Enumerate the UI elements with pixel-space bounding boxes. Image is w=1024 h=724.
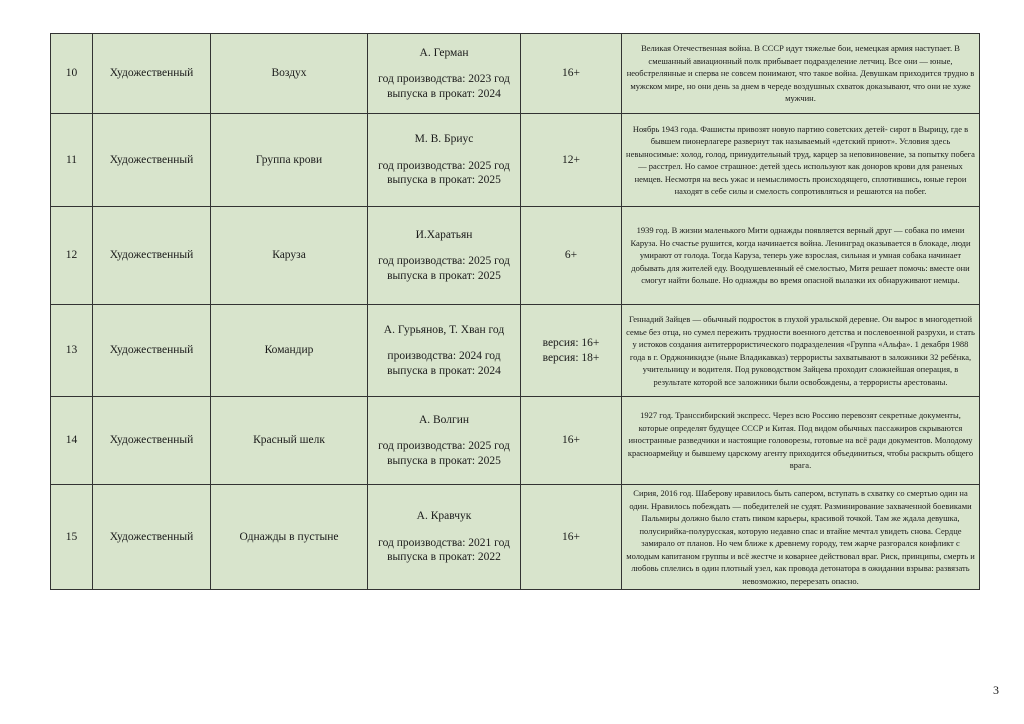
director-name: А. Волгин xyxy=(418,413,470,426)
age-rating-cell xyxy=(521,485,622,590)
director-cell xyxy=(368,114,521,207)
title-cell: Воздух xyxy=(211,34,368,114)
genre-cell: Художественный xyxy=(93,485,211,590)
description-cell: Геннадий Зайцев — обычный подросток в глухой уральской деревне. Он вырос в многодетной семье без отца, но сумел пережить трудности военного детства и послевоенной разрухи, и стать у истоков создания антитеррористического подразделения «Группа «Альфа». 1 декабря 1988 года в г. Орджоникидзе (ныне Владикавказ) террористы захватывают в заложники 32 ребёнка, учительницу и водителя. Под руководством Зайцева проходит сложнейшая операция, в результате которой все заложники были освобождены, а террористы арестованы. xyxy=(622,305,980,397)
director-cell xyxy=(368,485,521,590)
director-years: год производства: 2025 год выпуска в прокат: 2025 xyxy=(378,159,510,187)
director-years: год производства: 2023 год выпуска в прокат: 2024 xyxy=(378,73,510,100)
age-rating: 12+ xyxy=(562,153,580,166)
description-cell: Сирия, 2016 год. Шаберову нравилось быть сапером, вступать в схватку со смертью один на один. Нравилось побеждать — победителей не судят. Разминирование захваченной боевиками Пальмиры должно было стать пиком карьеры, красивой точкой. Там же ждала девушка, полусирийка-полурусская, которую недавно спас и втайне мечтал увидеть снова. Сердце замирало от планов. Но чем ближе к древнему городу, тем жарче разгорался конфликт с молодым капитаном группы и всё жестче и коварнее действовал враг. Риск, принципы, смерть и любовь сплелись в один плотный узел, как провода детонатора в ожидании взрыва: развязать невозможно, перерезать опасно. xyxy=(622,485,980,590)
age-rating: 6+ xyxy=(564,249,578,262)
age-rating-cell xyxy=(521,207,622,305)
title-cell: Красный шелк xyxy=(211,397,368,485)
age-rating-cell xyxy=(521,305,622,397)
director-name: М. В. Бриус xyxy=(414,133,474,146)
table-row xyxy=(51,114,980,207)
genre-cell: Художественный xyxy=(93,114,211,207)
title-cell: Группа крови xyxy=(211,114,368,207)
age-rating: версия: 18+ xyxy=(542,351,600,364)
description-cell: Великая Отечественная война. В СССР идут тяжелые бои, немецкая армия наступает. В смешанный авиационный полк прибывает подразделение летчиц. Все они — юные, необстрелянные и сперва не совсем понимают, что такое война. Девушкам приходится трудно в мужском мире, но они день за днем в череде воздушных схваток доказывают, что они не хуже мужчин. xyxy=(622,34,980,114)
age-rating: 16+ xyxy=(562,67,580,80)
director-years: год производства: 2021 год выпуска в прокат: 2022 xyxy=(378,536,510,564)
row-number: 14 xyxy=(51,397,93,485)
genre-cell: Художественный xyxy=(93,34,211,114)
row-number: 11 xyxy=(51,114,93,207)
title-cell: Командир xyxy=(211,305,368,397)
director-cell xyxy=(368,305,521,397)
description-cell: 1939 год. В жизни маленького Мити однажды появляется верный друг — собака по имени Каруза. Но счастье рушится, когда начинается война. Ленинград оказывается в блокаде, люди умирают от голода. Тогда Каруза, теперь уже взрослая, сильная и умная собака начинает добывать для жителей еду. Воодушевленный её смелостью, Митя решает помочь: вместе они смогут найти больше. Но однажды во время опасной вылазки их обнаруживают немцы. xyxy=(622,207,980,305)
director-years: год производства: 2025 год выпуска в прокат: 2025 xyxy=(378,440,510,467)
age-rating: версия: 16+ xyxy=(542,337,600,349)
age-rating: 16+ xyxy=(562,434,580,447)
director-cell xyxy=(368,207,521,305)
director-name: А. Кравчук xyxy=(416,510,472,523)
director-cell xyxy=(368,34,521,114)
director-years: производства: 2024 год выпуска в прокат: 2024 xyxy=(387,350,501,377)
age-rating-cell xyxy=(521,397,622,485)
description-cell: Ноябрь 1943 года. Фашисты привозят новую партию советских детей- сирот в Вырицу, где в бывшем пионерлагере развернут так называемый «детский приют». Условия здесь невыносимые: холод, голод, принудительный труд, карцер за неповиновение, за попытку побега — расстрел. Но самое страшное: детей здесь используют как доноров крови для раненых немцев. Несмотря на весь ужас и немыслимость происходящего, сплотившись, юные герои находят в себе силы и смелость сопротивляться и решаются на побег. xyxy=(622,114,980,207)
age-rating-cell xyxy=(521,34,622,114)
table-row xyxy=(51,397,980,485)
director-years: год производства: 2025 год выпуска в прокат: 2025 xyxy=(378,255,510,282)
row-number: 12 xyxy=(51,207,93,305)
row-number: 10 xyxy=(51,34,93,114)
table-row xyxy=(51,305,980,397)
title-cell: Каруза xyxy=(211,207,368,305)
table-row xyxy=(51,485,980,590)
table-row xyxy=(51,34,980,114)
director-cell xyxy=(368,397,521,485)
genre-cell: Художественный xyxy=(93,305,211,397)
description-cell: 1927 год. Транссибирский экспресс. Через всю Россию перевозят секретные документы, которые определят будущее СССР и Китая. Под видом обычных пассажиров скрываются иностранные разведчики и настоящие головорезы, готовые на всё ради документов. Молодому красноармейцу и бывшему царскому агенту приходится объединиться, чтобы раскрыть общего врага. xyxy=(622,397,980,485)
age-rating: 16+ xyxy=(562,530,580,543)
director-name: А. Герман xyxy=(419,46,469,59)
director-name: А. Гурьянов, Т. Хван год xyxy=(383,323,505,336)
genre-cell: Художественный xyxy=(93,207,211,305)
director-name: И.Харатьян xyxy=(415,228,473,241)
genre-cell: Художественный xyxy=(93,397,211,485)
table-row xyxy=(51,207,980,305)
page-number: 3 xyxy=(993,683,999,697)
title-cell: Однажды в пустыне xyxy=(211,485,368,590)
age-rating-cell xyxy=(521,114,622,207)
film-table xyxy=(50,33,980,590)
row-number: 15 xyxy=(51,485,93,590)
row-number: 13 xyxy=(51,305,93,397)
